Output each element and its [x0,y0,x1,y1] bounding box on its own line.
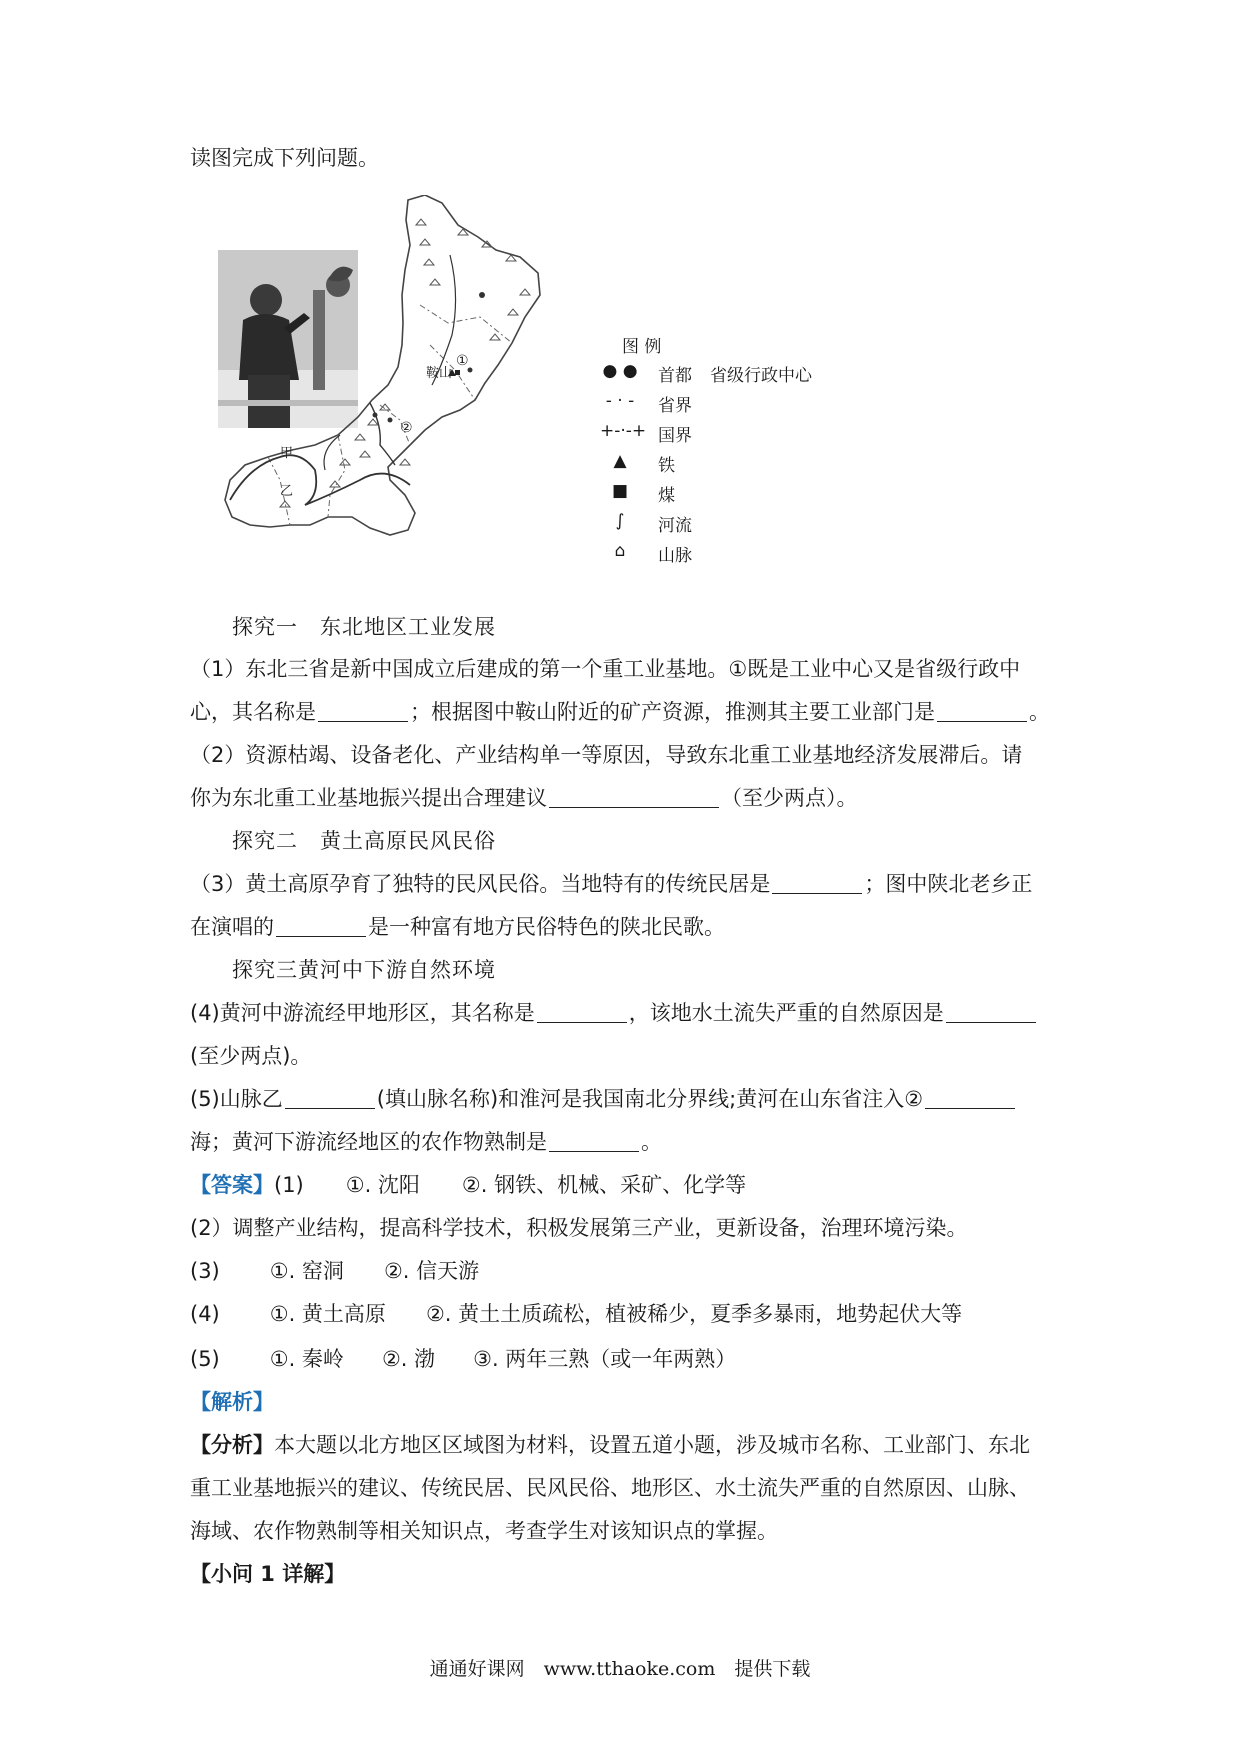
city-dot [479,292,485,298]
legend-title: 图 例 [622,337,662,357]
coal-symbol [455,370,460,375]
city-dot [373,413,378,418]
section2-heading: 探究二 黄土高原民风民俗 [232,829,496,853]
province-border [328,435,345,517]
national-border-icon: +-·-+ [600,421,647,441]
map-label-yi: 乙 [280,484,294,499]
answer-blank [925,1086,1015,1109]
q5-line1: (5)山脉乙 (填山脉名称)和淮河是我国南北分界线;黄河在山东省注入② [190,1084,1060,1114]
q4-line2: (至少两点)。 [190,1044,312,1068]
fenxi-line2: 重工业基地振兴的建议、传统民居、民风民俗、地形区、水土流失严重的自然原因、山脉、 [190,1476,1030,1500]
map-label-2: ② [400,420,413,436]
answer-line4: (4) ①. 黄土高原 ②. 黄土土质疏松，植被稀少，夏季多暴雨，地势起伏大等 [190,1302,963,1326]
answer-line3: (3) ①. 窑洞 ②. 信天游 [190,1259,480,1283]
intro-text: 读图完成下列问题。 [190,146,379,170]
answer-tag: 【答案】 [190,1173,274,1197]
province-border-icon: - · - [605,391,635,411]
city-dot [388,418,393,423]
answer-blank [937,699,1027,722]
map-label-anshan: 鞍山 [426,366,453,381]
answer-blank [772,871,862,894]
answer-blank [318,699,408,722]
q1-line2: 心，其名称是 ；根据图中鞍山附近的矿产资源，推测其主要工业部门是 。 [190,700,1050,724]
q3-line2: 在演唱的 是一种富有地方民俗特色的陕北民歌。 [190,915,725,939]
section3-heading: 探究三黄河中下游自然环境 [232,958,496,982]
map-legend: 图 例 ● ● 首都 省级行政中心 - · - 省界 +-·-+ 国界 ▲ 铁 ■ 煤 ∫ 河流 ⌂ 山脉 [600,335,850,585]
q2-line1: （2）资源枯竭、设备老化、产业结构单一等原因，导致东北重工业基地经济发展滞后。请 [190,743,1023,767]
answer-blank [285,1086,375,1109]
analysis-tag: 【解析】 [190,1390,274,1414]
q1-line1: （1）东北三省是新中国成立后建成的第一个重工业基地。①既是工业中心又是省级行政中 [190,657,1021,681]
answer-blank [537,1000,627,1023]
yellow-river [230,455,410,505]
answer-blank [549,785,719,808]
capital-icon: ● ● [602,361,638,381]
answer-blank [549,1129,639,1152]
section1-heading: 探究一 东北地区工业发展 [232,615,496,639]
iron-icon: ▲ [613,451,627,471]
answer-blank [276,914,366,937]
map-label-jia: 甲 [280,446,294,461]
river-icon: ∫ [615,511,625,531]
map-label-1: ① [456,353,469,369]
sub-question-1-heading: 【小问 1 详解】 [190,1562,346,1586]
q5-line2: 海；黄河下游流经地区的农作物熟制是 。 [190,1130,662,1154]
legend-provincial-center: 省级行政中心 [710,366,812,386]
page-footer: 通通好课网 www.tthaoke.com 提供下载 [429,1658,811,1680]
legend-capital: ● ● 首都 省级行政中心 [600,361,860,385]
answer-line5: (5) ①. 秦岭 ②. 渤 ③. 两年三熟（或一年两熟） [190,1347,737,1371]
q3-line1: （3）黄土高原孕育了独特的民风民俗。当地特有的传统民居是 ；图中陕北老乡正 [190,872,1033,896]
region-outline [225,195,540,535]
q2-line2: 你为东北重工业基地振兴提出合理建议 （至少两点）。 [190,786,858,810]
q4-line1: (4)黄河中游流经甲地形区，其名称是 ，该地水土流失严重的自然原因是 [190,998,1060,1028]
fenxi-line1: 【分析】本大题以北方地区区域图为材料，设置五道小题，涉及城市名称、工业部门、东北 [190,1433,1030,1457]
region-map [220,195,650,590]
river [370,403,395,465]
answer-line2: (2）调整产业结构，提高科学技术，积极发展第三产业，更新设备，治理环境污染。 [190,1216,968,1240]
answer-blank [946,1000,1036,1023]
coal-icon: ■ [611,481,629,501]
fenxi-line3: 海域、农作物熟制等相关知识点，考查学生对该知识点的掌握。 [190,1519,778,1543]
mountain-icon: ⌂ [614,541,626,561]
mountain-symbols [280,219,530,507]
answer-line1: 【答案】(1) ①. 沈阳 ②. 钢铁、机械、采矿、化学等 [190,1173,747,1197]
